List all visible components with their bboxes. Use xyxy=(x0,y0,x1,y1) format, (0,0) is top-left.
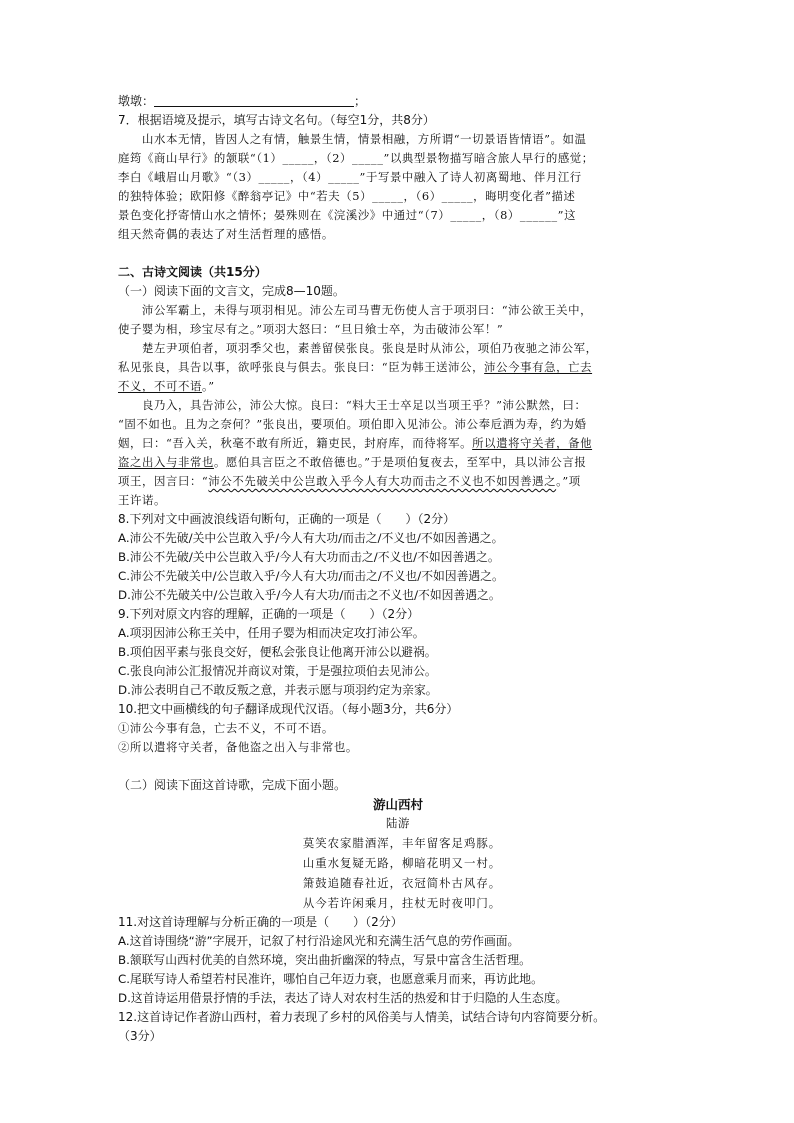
q10-item-2: ②所以遣将守关者，备他盗之出入与非常也。 xyxy=(118,740,358,754)
q11-option-c[interactable]: C.尾联写诗人希望若村民准许，哪怕自己年迈力衰，也愿意乘月而来，再访此地。 xyxy=(118,972,543,986)
q8-option-b[interactable]: B.沛公不先破/关中公岂敢入乎/今人有大功而击之/不义也/不如因善遇之。 xyxy=(118,550,500,564)
passage-line xyxy=(118,434,678,453)
q9-option-b[interactable]: B.项伯因平素与张良交好，便私会张良让他离开沛公以避祸。 xyxy=(118,645,437,659)
underlined-sentence-1-cont: 不义，不可不语 xyxy=(118,379,202,393)
q8-stem: 8.下列对文中画波浪线语句断句，正确的一项是（ ）（2分） xyxy=(118,512,456,526)
q7-line: 庭筠《商山早行》的颔联“（1）_____，（2）_____”以典型景物描写暗含旅人早行的感觉； xyxy=(118,151,594,165)
q7-line: 山水本无情，皆因人之有情，触景生情，情景相融，方所谓“一切景语皆情语”。如温 xyxy=(142,132,587,146)
underlined-sentence-2: 所以遣将守关者，备他 xyxy=(472,436,593,450)
q7-line: 景色变化抒寄情山水之情怀；晏殊则在《浣溪沙》中通过“（7）_____，（8）______”这 xyxy=(118,208,577,222)
passage-text: 。” xyxy=(201,379,215,393)
exam-page xyxy=(118,92,678,1046)
passage-line: “固不如也。且为之奈何？”张良出，要项伯。项伯即入见沛公。沛公奉卮酒为寿，约为婚 xyxy=(118,417,587,431)
part2-intro: （二）阅读下面这首诗歌，完成下面小题。 xyxy=(118,778,347,792)
q7-line: 组天然奇偶的表达了对生活哲理的感悟。 xyxy=(118,227,334,241)
q9-option-d[interactable]: D.沛公表明自己不敢反叛之意，并表示愿与项羽约定为亲家。 xyxy=(118,683,438,697)
passage-line: 良乃入，具告沛公，沛公大惊。良曰：“料大王士卒足以当项王乎？”沛公默然，曰： xyxy=(142,398,587,412)
poem-line: 莫笑农家腊酒浑，丰年留客足鸡豚。 xyxy=(302,836,502,850)
passage-line: 使子婴为相，珍宝尽有之。”项羽大怒曰：“旦日飨士卒，为击破沛公军！” xyxy=(118,322,504,336)
q9-option-c[interactable]: C.张良向沛公汇报情况并商议对策，于是强拉项伯去见沛公。 xyxy=(118,664,437,678)
poem-line: 从今若许闲乘月，拄杖无时夜叩门。 xyxy=(302,896,502,910)
passage-text: 。愿伯具言臣之不敢倍德也。”于是项伯复夜去，至军中，具以沛公言报 xyxy=(213,455,587,469)
q7-title: 7．根据语境及提示，填写古诗文名句。（每空1分，共8分） xyxy=(118,113,435,127)
part1-intro: （一）阅读下面的文言文，完成8—10题。 xyxy=(118,284,345,298)
section2-title: 二、古诗文阅读（共15分） xyxy=(118,265,267,279)
q10-item-1: ①沛公今事有急，亡去不义，不可不语。 xyxy=(118,721,334,735)
underlined-sentence-1: 沛公今事有急，亡去 xyxy=(484,360,593,374)
passage-line xyxy=(118,472,678,491)
q12-stem: 12.这首诗记作者游山西村，着力表现了乡村的风俗美与人情美，试结合诗句内容简要分析。 xyxy=(118,1010,606,1024)
q12-points: （3分） xyxy=(118,1029,162,1043)
passage-text: 姻，曰：“吾入关，秋毫不敢有所近，籍吏民，封府库，而待将军。 xyxy=(118,436,473,450)
passage-text: 项王，因言曰：“ xyxy=(118,474,209,488)
underlined-sentence-2-cont: 盗之出入与非常也 xyxy=(118,455,214,469)
q7-line: 李白《峨眉山月歌》“（3）_____，（4）_____”于写景中融入了诗人初离蜀地、伴月江行 xyxy=(118,170,582,184)
poem-line: 箫鼓追随春社近，衣冠简朴古风存。 xyxy=(302,876,502,890)
passage-line: 王许诺。 xyxy=(118,493,166,507)
q7-line: 的独特体验；欧阳修《醉翁亭记》中“若夫（5）_____，（6）_____，晦明变化者”描述 xyxy=(118,189,576,203)
wavy-underlined-sentence: 沛公不先破关中公岂敢入乎今人有大功而击之不义也不如因善遇之 xyxy=(208,474,557,488)
passage-text: 。”项 xyxy=(556,474,581,488)
q9-stem: 9.下列对原文内容的理解，正确的一项是（ ）（2分） xyxy=(118,607,420,621)
poem-title: 游山西村 xyxy=(372,797,423,812)
passage-text: 私见张良，具告以事，欲呼张良与俱去。张良曰：“臣为韩王送沛公， xyxy=(118,360,485,374)
q8-option-d[interactable]: D.沛公不先破关中/公岂敢入乎/今人有大功/而击之不义也/不如因善遇之。 xyxy=(118,588,501,602)
q6-answer-blank[interactable] xyxy=(154,93,354,107)
q6-tail-end: ； xyxy=(354,94,367,108)
q11-option-a[interactable]: A.这首诗围绕“游”字展开，记叙了村行沿途风光和充满生活气息的劳作画面。 xyxy=(118,934,520,948)
passage-line xyxy=(118,358,678,377)
q8-option-a[interactable]: A.沛公不先破/关中公岂敢入乎/今人有大功/而击之/不义也/不如因善遇之。 xyxy=(118,531,504,545)
passage-line: 沛公军霸上，未得与项羽相见。沛公左司马曹无伤使人言于项羽曰：“沛公欲王关中， xyxy=(142,303,593,317)
poem-line: 山重水复疑无路，柳暗花明又一村。 xyxy=(302,856,502,870)
q8-option-c[interactable]: C.沛公不先破关中/公岂敢入乎/今人有大功/而击之/不义也/不如因善遇之。 xyxy=(118,569,504,583)
q6-tail-line xyxy=(118,92,678,111)
q9-option-a[interactable]: A.项羽因沛公称王关中，任用子婴为相而决定攻打沛公军。 xyxy=(118,626,425,640)
passage-line xyxy=(118,453,678,472)
q10-stem: 10.把文中画横线的句子翻译成现代汉语。（每小题3分，共6分） xyxy=(118,702,459,716)
passage-line: 楚左尹项伯者，项羽季父也，素善留侯张良。张良是时从沛公，项伯乃夜驰之沛公军， xyxy=(142,341,598,355)
passage-line xyxy=(118,377,678,396)
q6-tail-label: 墩墩： xyxy=(118,94,155,108)
q11-option-b[interactable]: B.颔联写山西村优美的自然环境，突出曲折幽深的特点，写景中富含生活哲理。 xyxy=(118,953,531,967)
q11-option-d[interactable]: D.这首诗运用借景抒情的手法，表达了诗人对农村生活的热爱和甘于归隐的人生态度。 xyxy=(118,991,568,1005)
q11-stem: 11.对这首诗理解与分析正确的一项是（ ）（2分） xyxy=(118,915,403,929)
poem-author: 陆游 xyxy=(386,816,410,830)
